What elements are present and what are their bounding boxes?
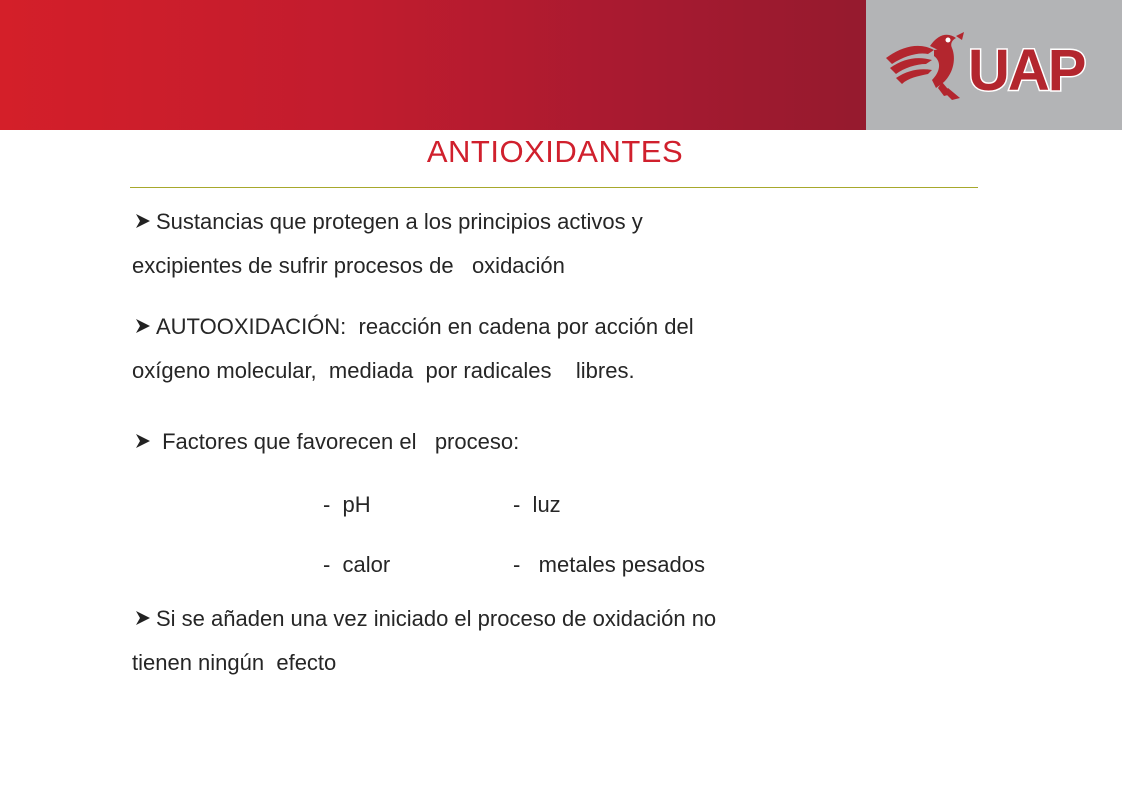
- bullet-2-line-1: AUTOOXIDACIÓN: reacción en cadena por acción del: [156, 314, 694, 339]
- bullet-4-line-1: Si se añaden una vez iniciado el proceso de oxidación no: [156, 606, 717, 631]
- title-divider: [130, 187, 978, 188]
- bullet-paragraph-4: [132, 597, 716, 685]
- arrow-bullet-icon: [132, 315, 156, 337]
- bullet-2-line-2: oxígeno molecular, mediada por radicales libres.: [132, 358, 635, 383]
- slide-title: ANTIOXIDANTES: [426, 134, 684, 169]
- factor-metales: - metales pesados: [513, 552, 705, 577]
- bullet-paragraph-3: [132, 420, 519, 464]
- header-band: [0, 0, 866, 130]
- factor-calor: - calor: [323, 552, 391, 577]
- arrow-bullet-icon: [132, 607, 156, 629]
- uap-logo-icon: [882, 28, 1104, 102]
- logo-text: UAP: [968, 38, 1085, 102]
- bullet-1-line-2: excipientes de sufrir procesos de oxidación: [132, 253, 565, 278]
- bullet-3-text: Factores que favorecen el proceso:: [156, 429, 520, 454]
- arrow-bullet-icon: [132, 430, 156, 452]
- arrow-bullet-icon: [132, 210, 156, 232]
- bullet-1-line-1: Sustancias que protegen a los principios activos y: [156, 209, 643, 234]
- logo-panel: [866, 0, 1122, 130]
- bullet-paragraph-1: [132, 200, 643, 288]
- bullet-paragraph-2: [132, 305, 694, 393]
- bullet-4-line-2: tienen ningún efecto: [132, 650, 337, 675]
- factor-luz: - luz: [513, 492, 561, 517]
- factor-ph: - pH: [323, 492, 371, 517]
